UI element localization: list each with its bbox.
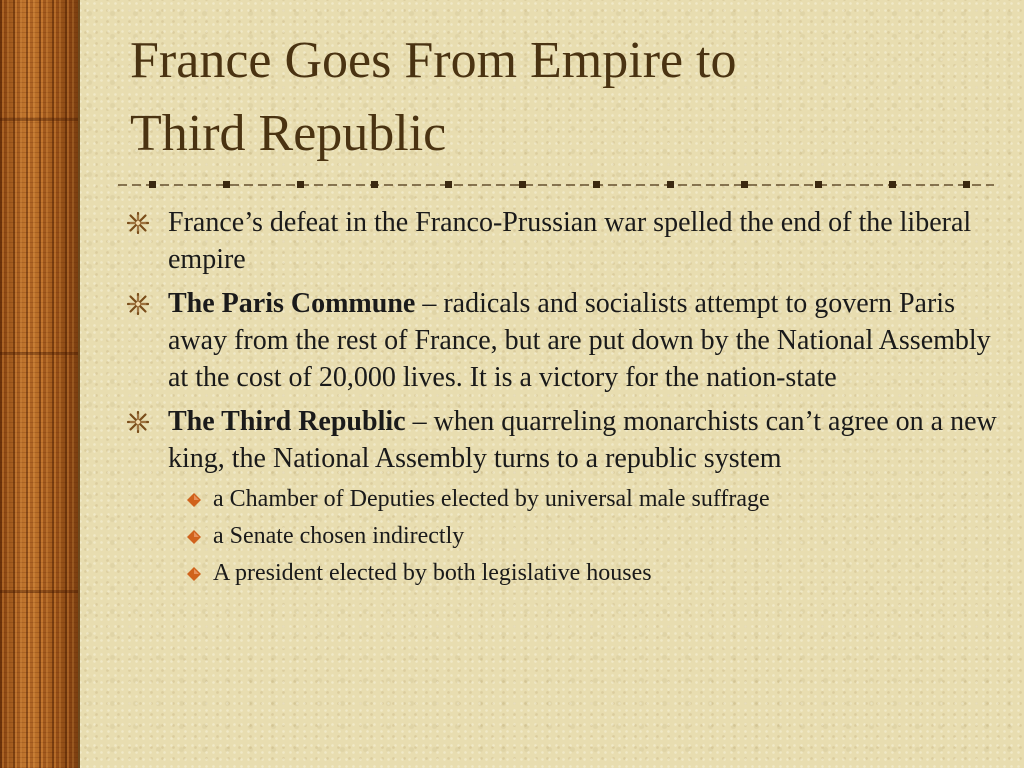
slide-title-line-2: Third Republic xyxy=(130,105,447,162)
strip-band xyxy=(0,590,78,593)
slide-title xyxy=(130,24,990,170)
starburst-bullet-icon xyxy=(127,411,149,433)
sub-bullet-item xyxy=(127,521,997,551)
starburst-bullet-icon xyxy=(127,212,149,234)
slide-title-line-1: France Goes From Empire to xyxy=(130,32,737,89)
bullet-term: The Paris Commune xyxy=(168,288,416,319)
diamond-bullet-icon xyxy=(187,567,201,581)
decorative-divider xyxy=(118,178,994,192)
diamond-bullet-icon xyxy=(187,530,201,544)
sub-bullet-text: A president elected by both legislative houses xyxy=(213,560,652,586)
decorative-side-strip xyxy=(0,0,80,768)
strip-band xyxy=(0,352,78,355)
bullet-item xyxy=(127,403,997,477)
sub-bullet-text: a Chamber of Deputies elected by universal male suffrage xyxy=(213,486,770,512)
bullet-list xyxy=(127,204,997,595)
starburst-bullet-icon xyxy=(127,293,149,315)
sub-bullet-item xyxy=(127,484,997,514)
bullet-text: France’s defeat in the Franco-Prussian war spelled the end of the liberal empire xyxy=(168,207,972,275)
diamond-bullet-icon xyxy=(187,493,201,507)
strip-band xyxy=(0,118,78,121)
bullet-term: The Third Republic xyxy=(168,406,406,437)
bullet-item xyxy=(127,285,997,396)
bullet-text: – radicals and socialists attempt to govern Paris away from the rest of France, but are put down by the National Assembly at the cost of 20,000 lives. It is a victory for the nation-state xyxy=(168,288,991,393)
sub-bullet-item xyxy=(127,558,997,588)
bullet-text: – when quarreling monarchists can’t agree on a new king, the National Assembly turns to a republic system xyxy=(168,406,997,474)
bullet-item xyxy=(127,204,997,278)
sub-bullet-text: a Senate chosen indirectly xyxy=(213,523,465,549)
